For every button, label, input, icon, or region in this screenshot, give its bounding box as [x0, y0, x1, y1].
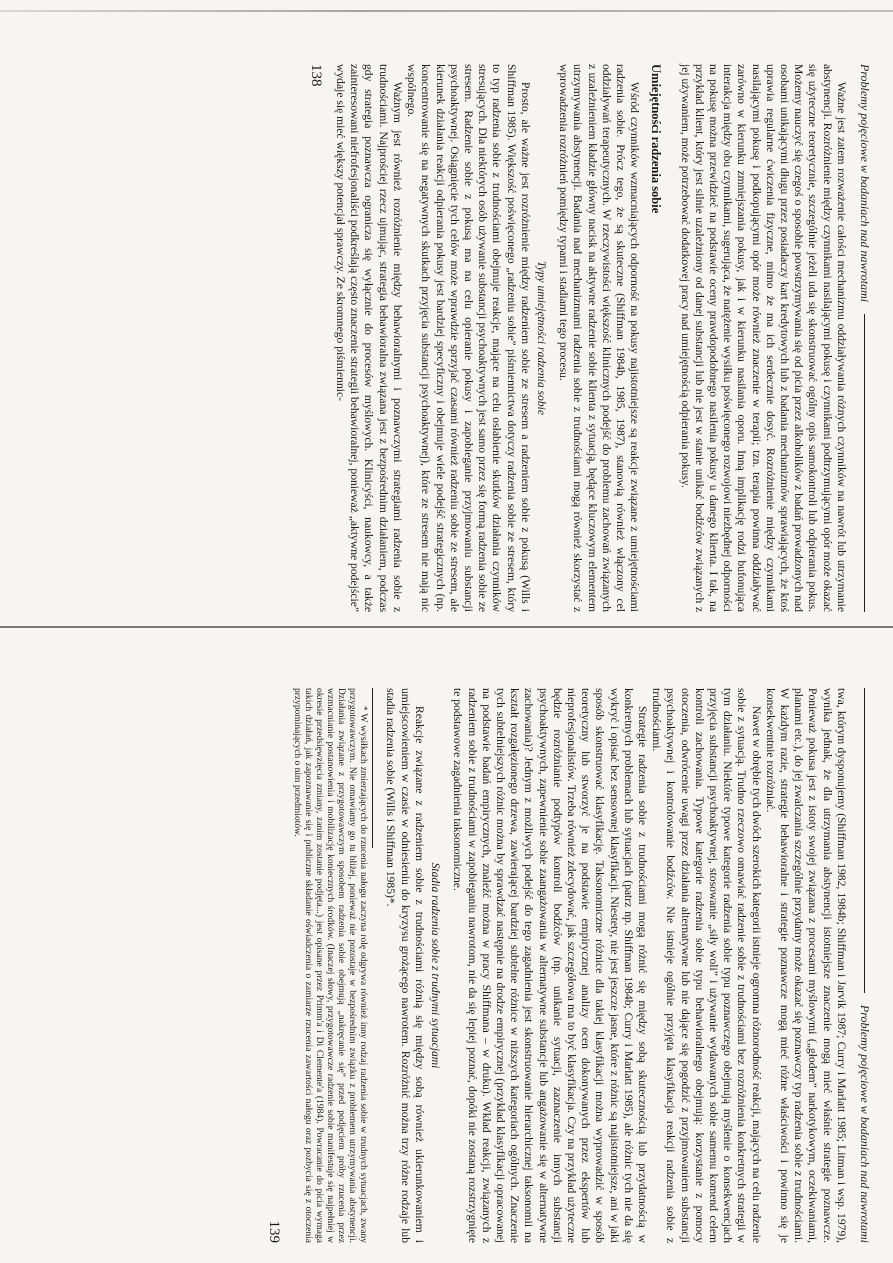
page-138	[309, 64, 872, 612]
paragraph: Wśród czynników wzmacniających odporność na pokusy najistotniejsze są reakcje związane z umiejętnościami radzenia sobie. Prócz tego, że są skuteczne (Shiffman 1984b, 1985, 1987), stanowią również włączony cel oddziaływań terapeutycznych. W rzeczywistości większość klinicznych podejść do problemu zachowań związanych z uzależnieniem kładzie główny nacisk na aktywne radzenie sobie klienta z sytuacją, będące kluczowym elementem utrzymywania abstynencji. Badania nad mechanizmami radzenia sobie z trudnościami mogą również skorzystać z wprowadzenia rozróżnień pomiędzy typami i stadiami tego procesu.	[557, 64, 642, 612]
paragraph: Nawet w obrębie tych dwóch szerokich kategorii istnieje ogromna różnorodność reakcji, mających na celu radzenie sobie z sytuacją. Trudno rzeczowo omawiać radzenie sobie z trudnościami bez rozróżnienia konkretnych strategii w tym działaniu. Niektóre typowe kategorie radzenia sobie typu poznawczego obejmują myślenie o konsekwencjach przyjęcia substancji psychoaktywnej, stosowanie „siły woli” i używanie wydawanych sobie samemu komend celem kontroli zachowania. Typowe kategorie radzenia sobie typu behawioralnego obejmują: korzystanie z pomocy otoczenia, odwrócenie uwagi przez działania alternatywne lub nie dające się pogodzić z przyjmowaniem substancji psychoaktywnej i kontrolowanie bodźców. Nie istnieje ogólnie przyjęta klasyfikacja reakcji radzenia sobie z trudnościami.	[650, 688, 763, 1243]
paragraph: Strategie radzenia sobie z trudnościami mogą różnić się między sobą skutecznością lub przydatnością w konkretnych problemach lub sytuacjach (patrz np. Shiffman 1984b; Curry i Marlatt 1985), ale różnic tych nie da się wykryć i opisać bez sensownej klasyfikacji. Niestety, nie jest jeszcze jasne, które z różnic są najistotniejsze, ani w jaki sposób skonstruować klasyfikację. Taksonomiczne różnice dla takiej klasyfikacji można wyprowadzić w sposób teoretyczny lub stworzyć je na podstawie empirycznej analizy ocen dokonywanych przez ekspertów lub nieprofesjonalistów. Trzeba również zdecydować, jak szczegółowa ma to być klasyfikacja. Czy na przykład użyteczne będzie rozróżnianie podtypów kontroli bodźców (np. unikanie sytuacji, zaznaczenie innych substancji psychoaktywnych, zapewnienie sobie zaangażowania w alternatywne substancje lub angażowanie się w alternatywne zachowania)? Jednym z możliwych podejść do tego zagadnienia jest skonstruowanie hierarchicznej taksonomii na kształt rozgałęzionego drzewa, zawierającej bardziej subtelne różnice w niższych kategoriach ogólnych. Znaczenie tych subtelniejszych różnic można by sprawdzać następnie na drodze empirycznej (przykład klasyfikacji opracowanej na podstawie badań empirycznych, znaleźć można w pracy Shiffmana – w druku). Wkład reakcji, związanych z radzeniem sobie z trudnościami w zapobieganiu nawrotom, nie da się lepiej poznać, dopóki nie zostaną rozstrzygnięte te podstawowe zagadnienia taksonomiczne.	[451, 688, 649, 1243]
running-head	[858, 64, 872, 612]
paragraph: Ważne jest zatem rozważenie całości mechanizmu oddziaływania różnych czynników na nawrót lub utrzymanie abstynencji. Rozróżnienie między czynnikami nasilającymi pokusę i czynnikami podtrzymującymi opór może okazać się użyteczne teoretycznie, szczególnie jeżeli uda się skonstruować ogólny opis samokontroli lub odpierania pokus. Możemy nauczyć się czegoś o sposobie powstrzymywania się od picia przez alkoholików z badań prowadzonych nad osobami unikającymi długu przez posiadaczy kart kredytowych lub z badania mechanizmów sprawiających, że ktoś uprawia regularne ćwiczenia fizyczne, mimo że ma ich serdecznie dosyć. Rozróżnienie między czynnikami nasilającymi pokusę i podkopującymi opór może również znaczenie w terapii; tzn. terapia powinna oddziaływać zarówno w kierunku zmniejszania pokusy, jak i w kierunku nasilania oporu. Inną implikację rodzi bufonująca interakcja między obu czynnikami, sugerująca, że natężenie wysiłku poświęconego rozwojowi niezbędnej odporności na pokusę można przewidzieć na podstawie oceny prawdopodobnego nasilenia pokusy u danego klienta. I tak, na przykład klient, który jest silnie uzależniony od danej substancji lub nie jest w stanie unikać bodźców związanych z jej używaniem, może potrzebować dodatkowej pracy nad umiejętnością odpierania pokusy.	[678, 64, 848, 612]
paragraph: Ważnym jest również rozróżnienie między behawioralnymi i poznawczymi strategiami radzenia sobie z trudnościami. Najprościej rzecz ujmując, strategia behawioralna związana jest z bezpośrednim działaniem, podczas gdy strategia poznawcza ogranicza się wyłącznie do procesów myślowych. Klinicyści, naukowcy, a także zainteresowani niefrofesjonaliści podkreślają często znaczenie strategii behawioralnej, ponieważ „aktywne podejście” wydaje się mieć większy potencjał sprawczy. Ze skromnego piśmiennic-	[334, 64, 404, 612]
paragraph: Prosto, ale ważne jest rozróżnienie między radzeniem sobie ze stresem a radzeniem sobie z pokusą (Wills i Shiffman 1985). Większość poświęconego „radzeniu sobie” piśmiennictwa dotyczy radzenia sobie ze stresem, który to typ radzenia sobie z trudnościami obejmuje reakcje, mające na celu osłabienie skutków działania czynników stresujących. Dla niektórych osób używanie substancji psychoaktywnych jest samo przez się formą radzenia sobie ze stresem. Radzenie sobie z pokusą ma na celu opieranie pokusy i zapobieganie przyjmowaniu substancji psychoaktywnej. Osiągnięcie tych celów może wprawdzie sprzyjać czasami również radzeniu sobie ze stresem, ale kierunek działania reakcji odpierania pokusy jest bardziej specyficzny i obejmuje wiele podejść strategicznych (np. koncentrowanie się na negatywnych skutkach przyjęcia substancji psychoaktywnej), które ze stresem nie mają nic wspólnego.	[405, 64, 532, 612]
running-head-title: Problemy pojęciowe w badaniach nad nawrotami	[858, 1004, 872, 1243]
paragraph: twa, którym dysponujemy (Shiffman 1982, 1984b; Shiffman i Jarvik 1987; Curry i Marlatt 1985; Litman i wsp. 1979), wynika jednak, że dla utrzymania abstynencji istotniejsze znaczenie mogą mieć właśnie strategie poznawcze. Ponieważ pokusa jest z istoty swojej związana z procesami myślowymi („głodem” narkotykowym, oczekiwaniami, planami etc.), do jej zwalczania szczególnie przydatny może okazać się poznawczy typ radzenia sobie z trudnościami. W każdym razie, strategie behawioralne i strategie poznawcze mogą mieć różne właściwości i powinno się je konsekwentnie rozróżniać.	[763, 688, 848, 1243]
page-gutter-divider	[0, 626, 893, 628]
footnote: * W wysiłkach zmierzających do rzucenia nałogu zaczyna rolę odgrywa również inny rodzaj radzenia sobie w trudnych sytuacjach, zwany przygotowawczym. Nie omawiamy go tu bliżej, ponieważ nie pozostaje w bezpośrednim związku z problemem utrzymywania abstynencji. Działania związane z przygotowawczym sposobem radzenia sobie obejmują „nakręcanie się” przed podjęciem próby rzucenia przez wzmacnianie postanowienia i mobilizację koniecznych środków. (Inaczej słowy, przygotowawcze radzenie sobie manifestuje się najpełniej w okresie przedsięwzięcia zmiany, zanim zostanie podjęta...) jest opisane przez Primm'a i Di Clemente'a (1984). Powracanie do picia wymaga takich działań, jak zapoznawanie się i publiczne składanie oświadczenia o zamiarze rzucenia zawartości nałogu oraz pozbycia się z otoczenia przypominających o nim przedmiotów.	[292, 688, 369, 1243]
running-head-rule	[864, 314, 865, 612]
running-head	[858, 688, 872, 1243]
page-139	[267, 688, 872, 1243]
page-number: 139	[266, 1220, 283, 1243]
scan-edge	[0, 10, 893, 12]
section-heading: Umiejętności radzenia sobie	[649, 64, 664, 214]
running-head-rule	[864, 688, 865, 993]
subheading: Typy umiejętności radzenia sobie	[534, 260, 548, 416]
page-number: 138	[307, 64, 324, 87]
subheading: Stadia radzenia sobie z trudnymi sytuacjami	[429, 862, 443, 1069]
paragraph: Reakcje związane z radzeniem sobie z trudnościami różnią się między sobą również ukierunkowaniem i umiejscowieniem w czasie w odniesieniu do kryzysu grożącego nawrotem. Rozróżnić można trzy różne rodzaje lub stadia radzenia sobie (Wills i Shiffman 1985)*.	[384, 688, 426, 1243]
footnote-rule	[372, 688, 373, 848]
running-head-title: Problemy pojęciowe w badaniach nad nawrotami	[858, 64, 872, 303]
